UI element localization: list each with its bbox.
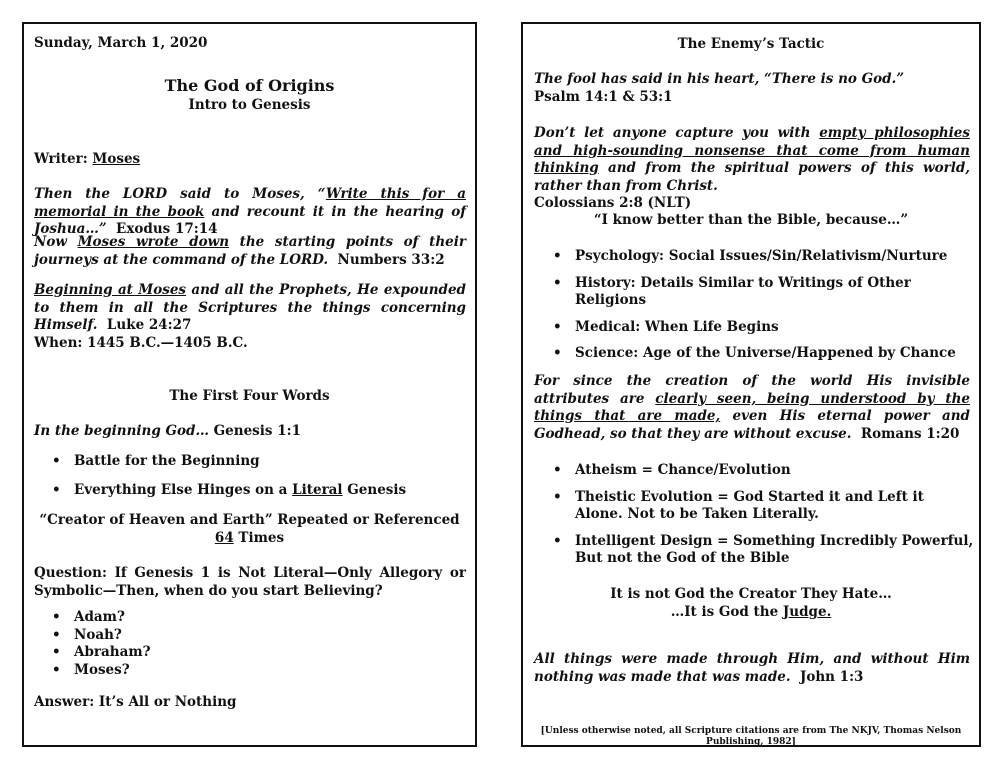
psalm-ref: Psalm 14:1 & 53:1 [534, 89, 673, 105]
first-four-list [48, 453, 468, 499]
creator-count: 64 [214, 530, 234, 546]
page-subtitle: Intro to Genesis [188, 97, 311, 113]
list-item: • Psychology: Social Issues/Sin/Relativism/Nurture [549, 248, 969, 266]
list-item: • Medical: When Life Begins [549, 319, 969, 337]
colossians-ref: Colossians 2:8 (NLT) [534, 195, 692, 211]
when-line: When: 1445 B.C.—1405 B.C. [34, 335, 248, 351]
exodus-ref: Exodus 17:14 [116, 221, 218, 237]
footnote: [Unless otherwise noted, all Scripture citations are from The NKJV, Thomas Nelson Publishing, 1982] [540, 726, 962, 747]
writer-name: Moses [92, 151, 141, 167]
answer: Answer: It’s All or Nothing [34, 694, 237, 710]
list-item: • Science: Age of the Universe/Happened by Chance [549, 345, 969, 363]
luke-quote: Beginning at Moses and all the Prophets, He expounded to them in all the Scriptures the things concerning Himself. Luke 24:27 [34, 282, 466, 333]
list-item: • Theistic Evolution = God Started it and Left it Alone. Not to be Taken Literally. [549, 489, 974, 524]
list-item: • Atheism = Chance/Evolution [549, 462, 974, 480]
romans-quote: For since the creation of the world His invisible attributes are clearly seen, being understood by the things that are made, even His eternal power and Godhead, so that they are without excuse. Romans 1:20 [534, 373, 970, 442]
john-quote: All things were made through Him, and without Him nothing was made that was made. John 1:3 [534, 651, 970, 685]
reasons-list [549, 248, 969, 363]
creator-line: “Creator of Heaven and Earth” Repeated or Referenced [39, 512, 460, 528]
enemy-heading: The Enemy’s Tactic [677, 36, 825, 52]
list-item: • Everything Else Hinges on a Literal Genesis [48, 482, 468, 500]
list-item: • Abraham? [48, 644, 348, 662]
question: Question: If Genesis 1 is Not Literal—Only Allegory or Symbolic—Then, when do you start Believing? [34, 565, 466, 599]
views-list [549, 462, 974, 568]
page-title: The God of Origins [164, 76, 335, 95]
list-item: • Intelligent Design = Something Incredibly Powerful, But not the God of the Bible [549, 533, 974, 568]
psalm-quote: The fool has said in his heart, “There is no God.” [534, 71, 905, 87]
first-four-heading: The First Four Words [169, 388, 330, 404]
hate-line-1: It is not God the Creator They Hate… [610, 586, 892, 602]
date: Sunday, March 1, 2020 [34, 35, 208, 51]
left-panel [22, 22, 477, 747]
list-item: • Moses? [48, 662, 348, 680]
romans-ref: Romans 1:20 [860, 425, 960, 442]
john-ref: John 1:3 [799, 668, 864, 685]
luke-ref: Luke 24:27 [106, 317, 192, 333]
creator-count-line: 64 Times [214, 530, 285, 546]
genesis-quote: In the beginning God… Genesis 1:1 [34, 423, 301, 439]
numbers-ref: Numbers 33:2 [337, 251, 445, 268]
list-item: • Battle for the Beginning [48, 453, 468, 471]
list-item: • History: Details Similar to Writings of Other Religions [549, 275, 969, 310]
writer-line [34, 151, 140, 169]
right-panel [521, 22, 981, 747]
numbers-quote: Now Moses wrote down the starting points of their journeys at the command of the LORD. Numbers 33:2 [34, 234, 466, 268]
know-better-line: “I know better than the Bible, because…” [593, 212, 909, 228]
list-item: • Noah? [48, 627, 348, 645]
colossians-quote: Don’t let anyone capture you with empty philosophies and high-sounding nonsense that come from human thinking and from the spiritual powers of this world, rather than from Christ. Colossians 2:8 (NLT) [534, 125, 970, 211]
hate-line-2: …It is God the Judge. [670, 604, 832, 620]
list-item: • Adam? [48, 609, 348, 627]
names-list [48, 609, 348, 679]
exodus-quote: Then the LORD said to Moses, “Write this for a memorial in the book and recount it in the hearing of Joshua…” Exodus 17:14 [34, 186, 467, 237]
writer-label: Writer: [34, 151, 88, 167]
